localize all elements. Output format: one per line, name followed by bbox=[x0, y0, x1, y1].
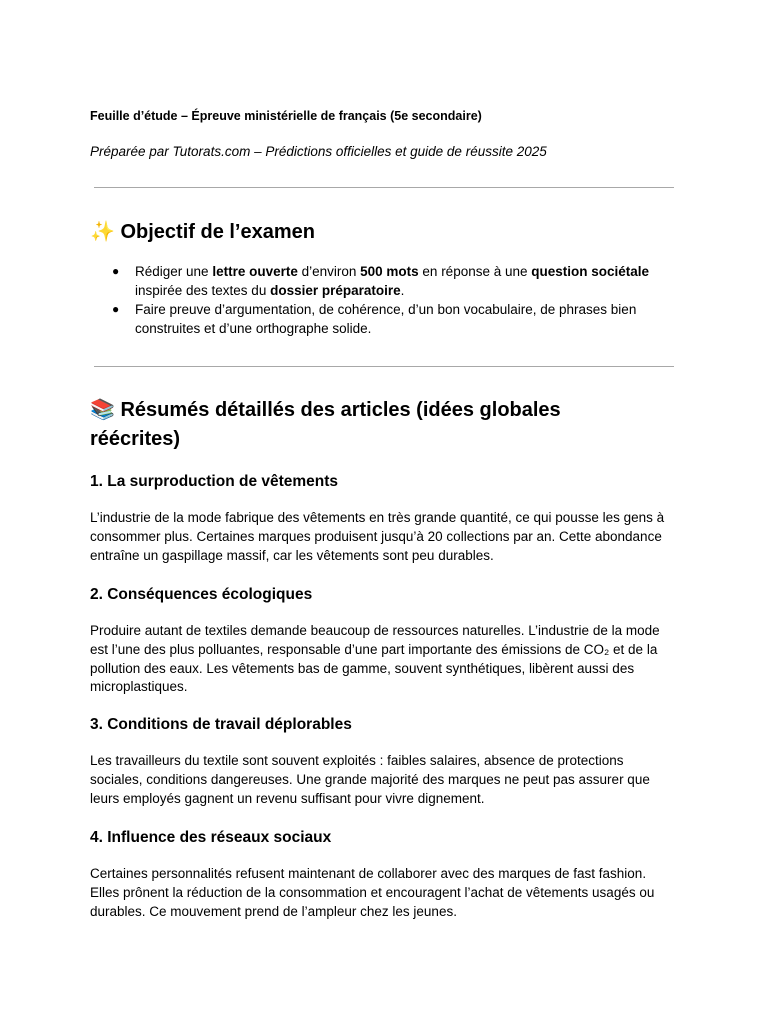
section-heading: 1. La surproduction de vêtements bbox=[90, 473, 339, 490]
books-icon: 📚 bbox=[90, 397, 115, 421]
bullet-text: d’environ bbox=[297, 264, 361, 279]
objectif-list bbox=[90, 262, 680, 338]
list-item bbox=[90, 300, 680, 338]
divider bbox=[94, 366, 674, 367]
bullet-text: Faire preuve d’argumentation, de cohérence, d’un bon vocabulaire, de phrases bien bbox=[135, 302, 637, 317]
resumes-heading-text: Résumés détaillés des articles (idées globales bbox=[120, 399, 561, 421]
paragraph-line: consommer plus. Certaines marques produisent jusqu’à 20 collections par an. Cette abondance bbox=[90, 528, 662, 544]
document-title: Feuille d’étude – Épreuve ministérielle de français (5e secondaire) bbox=[90, 109, 482, 123]
bullet-text: Rédiger une bbox=[135, 264, 213, 279]
section-heading: 4. Influence des réseaux sociaux bbox=[90, 829, 332, 846]
document-subtitle: Préparée par Tutorats.com – Prédictions officielles et guide de réussite 2025 bbox=[90, 144, 547, 159]
paragraph-line: Les travailleurs du textile sont souvent exploités : faibles salaires, absence de protections bbox=[90, 753, 624, 768]
paragraph-line: L’industrie de la mode fabrique des vêtements en très grande quantité, ce qui pousse les gens à bbox=[90, 510, 665, 525]
paragraph-line: leurs employés gagnent un revenu suffisant pour vivre dignement. bbox=[90, 790, 485, 806]
section-heading: 3. Conditions de travail déplorables bbox=[90, 716, 352, 733]
resumes-heading bbox=[90, 395, 680, 454]
paragraph-line: sociales, conditions dangereuses. Une grande majorité des marques ne peut pas assurer que bbox=[90, 771, 650, 787]
bullet-bold-text: dossier préparatoire bbox=[270, 283, 401, 298]
bullet-icon: ● bbox=[112, 302, 120, 316]
section-paragraph bbox=[90, 752, 682, 808]
bullet-text: . bbox=[400, 283, 405, 298]
bullet-bold-text: question sociétale bbox=[531, 264, 650, 279]
objectif-heading bbox=[90, 217, 680, 247]
bullet-text: en réponse à une bbox=[418, 264, 532, 279]
paragraph-line: Certaines personnalités refusent maintenant de collaborer avec des marques de fast fashion. bbox=[90, 866, 647, 881]
bullet-bold-text: 500 mots bbox=[360, 264, 419, 279]
section-paragraph bbox=[90, 622, 682, 697]
section-paragraph bbox=[90, 509, 682, 565]
section-heading: 2. Conséquences écologiques bbox=[90, 586, 313, 603]
bullet-text: construites et d’une orthographe solide. bbox=[135, 321, 372, 336]
paragraph-line: microplastiques. bbox=[90, 679, 188, 695]
bullet-text: inspirée des textes du bbox=[135, 283, 271, 298]
list-item bbox=[90, 262, 680, 300]
objectif-heading-text: Objectif de l’examen bbox=[120, 221, 315, 243]
paragraph-line: est l’une des plus polluantes, responsable d’une part importante des émissions de CO₂ et de la bbox=[90, 641, 658, 657]
paragraph-line: pollution des eaux. Les vêtements bas de gamme, souvent synthétiques, libèrent aussi des bbox=[90, 660, 635, 676]
bullet-icon: ● bbox=[112, 264, 120, 278]
paragraph-line: Produire autant de textiles demande beaucoup de ressources naturelles. L’industrie de la mode bbox=[90, 623, 660, 638]
resumes-heading-text: réécrites) bbox=[90, 428, 181, 450]
paragraph-line: Elles prônent la réduction de la consommation et encouragent l’achat de vêtements usagés ou bbox=[90, 884, 655, 900]
bullet-bold-text: lettre ouverte bbox=[212, 264, 298, 279]
divider bbox=[94, 187, 674, 188]
paragraph-line: entraîne un gaspillage massif, car les vêtements sont peu durables. bbox=[90, 547, 494, 563]
section-paragraph bbox=[90, 865, 682, 921]
sparkles-icon: ✨ bbox=[90, 219, 115, 243]
paragraph-line: durables. Ce mouvement prend de l’ampleur chez les jeunes. bbox=[90, 903, 457, 919]
